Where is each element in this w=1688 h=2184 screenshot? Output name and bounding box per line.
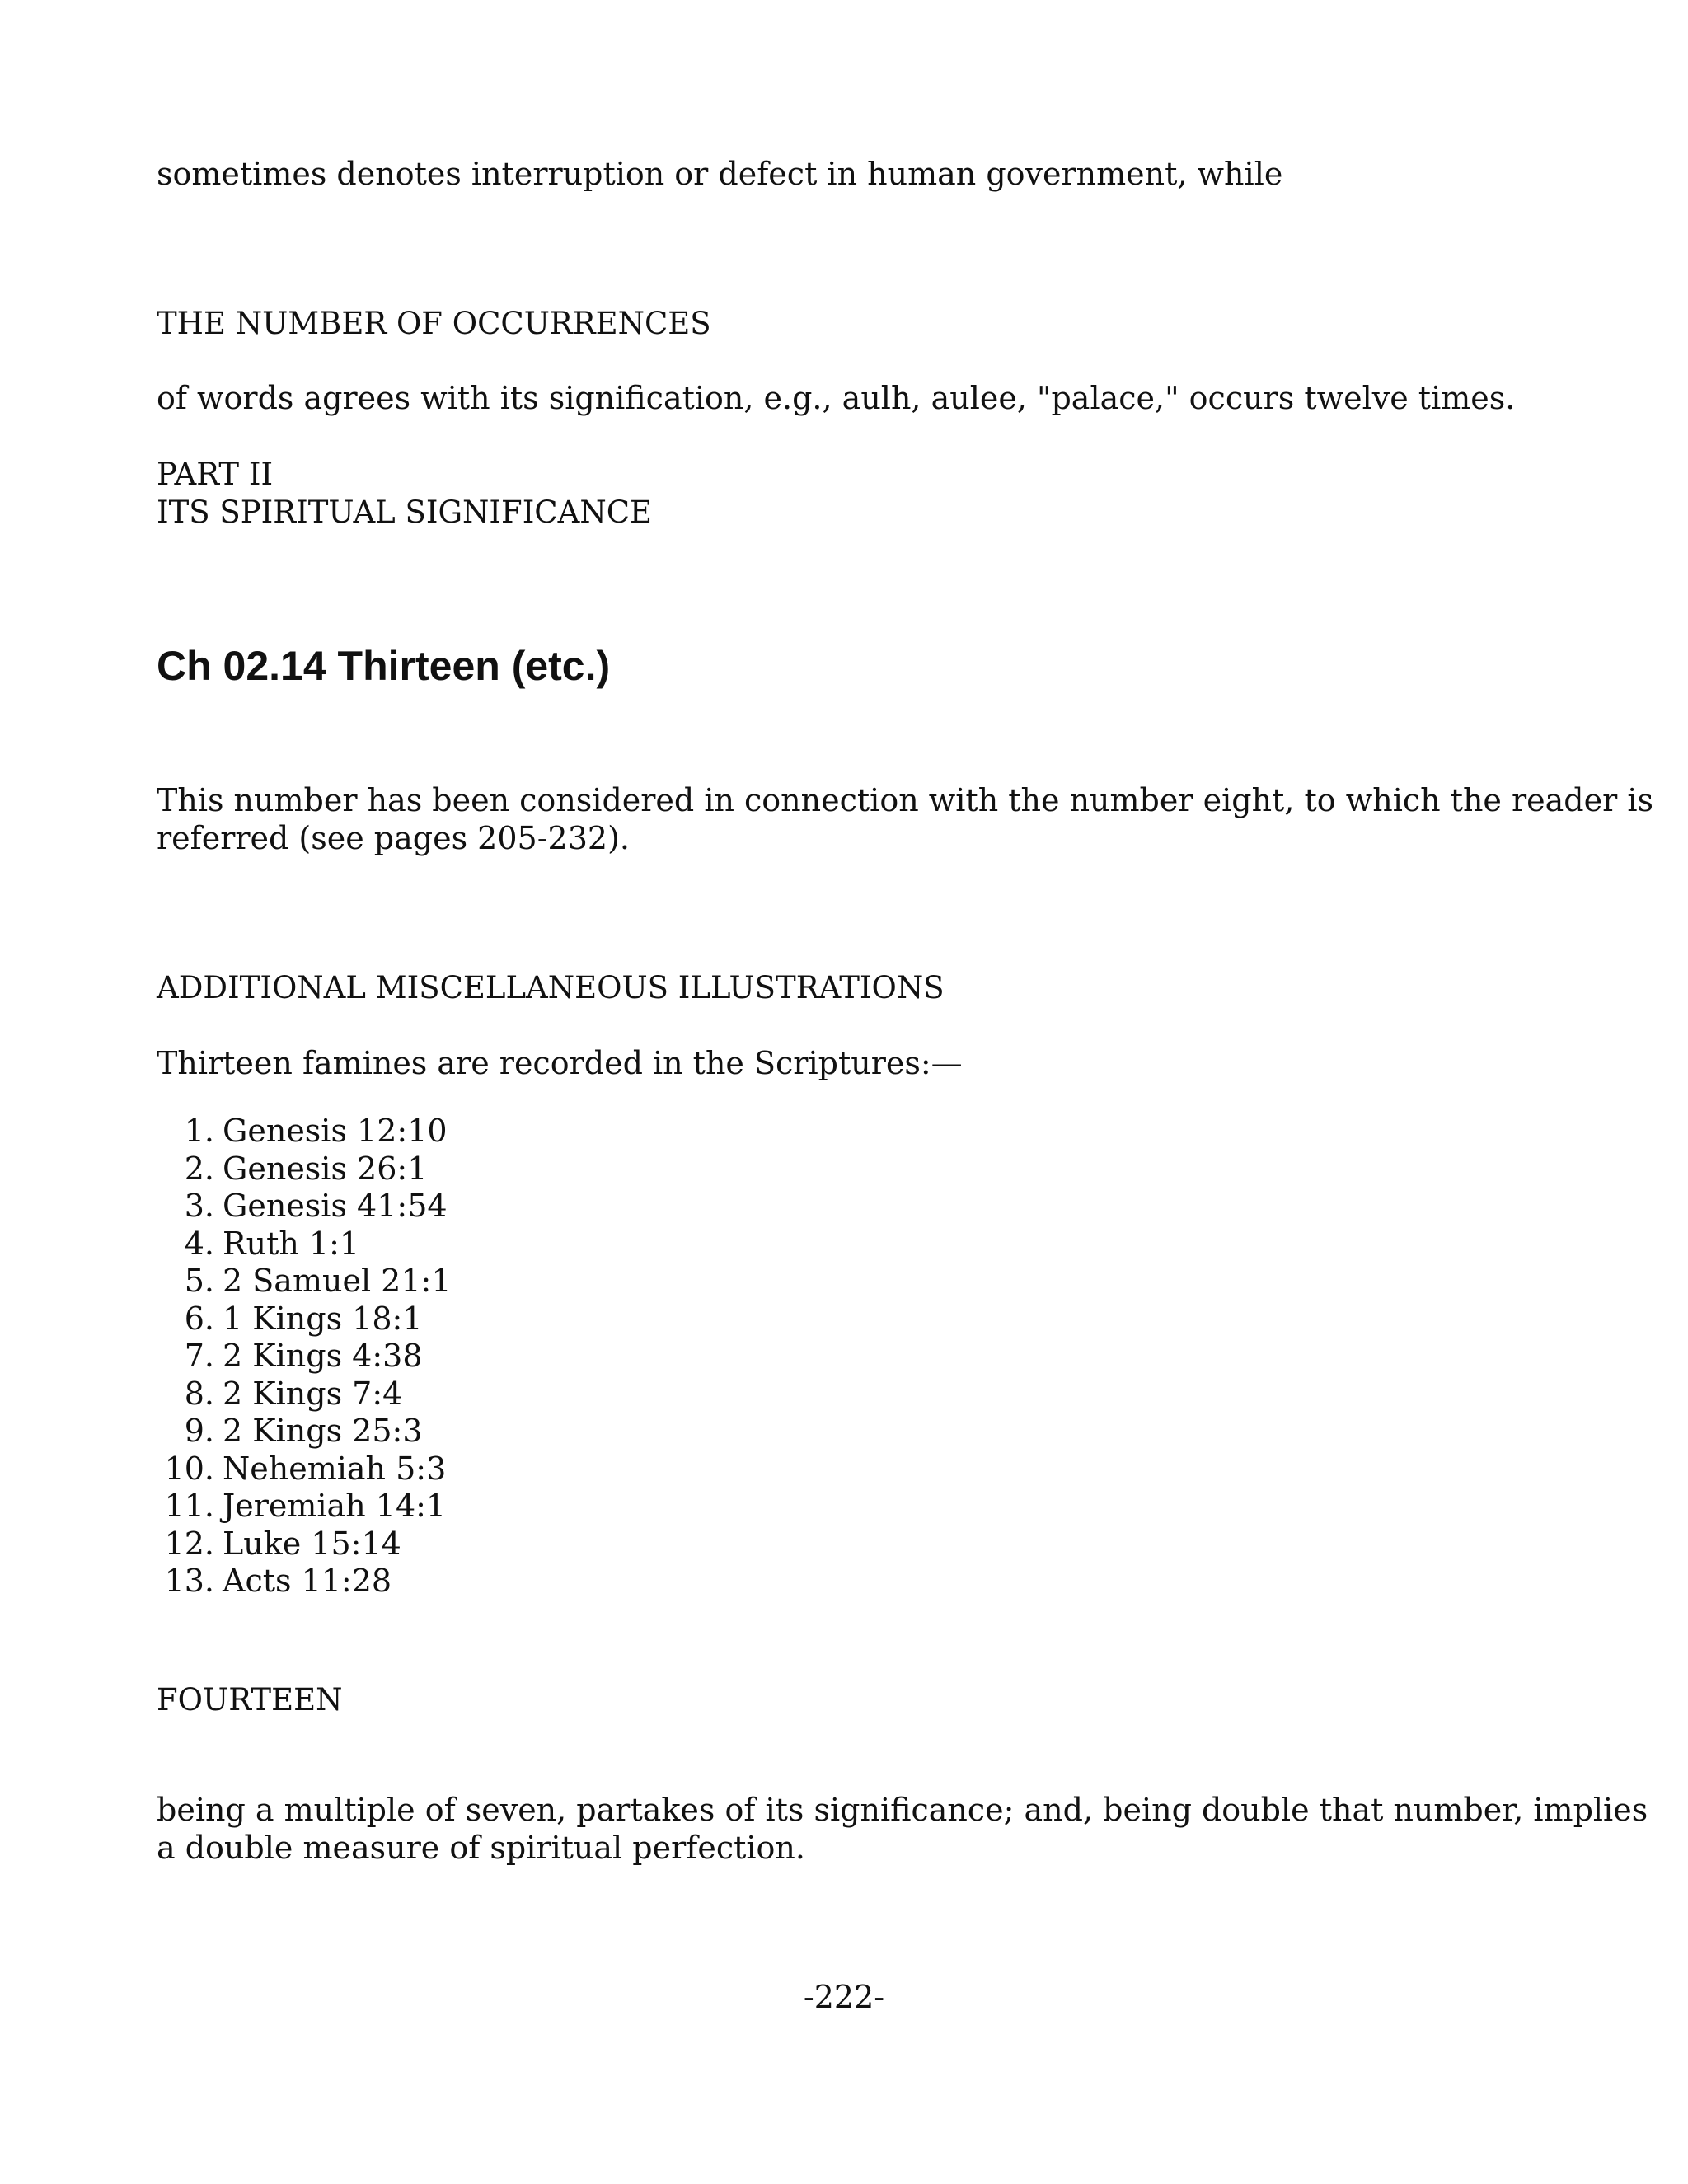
- list-item: 7. 2 Kings 4:38: [184, 1338, 423, 1374]
- list-item: 2. Genesis 26:1: [184, 1150, 428, 1187]
- famines-list: [157, 1113, 452, 1601]
- intro-line: sometimes denotes interruption or defect in human government, while: [157, 156, 1283, 192]
- chapter-heading: Ch 02.14 Thirteen (etc.): [157, 643, 611, 689]
- list-item: 1. Genesis 12:10: [184, 1113, 448, 1149]
- list-item: 10. Nehemiah 5:3: [164, 1450, 447, 1487]
- section-heading-fourteen: FOURTEEN: [157, 1682, 343, 1718]
- list-item: 3. Genesis 41:54: [184, 1188, 448, 1224]
- thirteen-paragraph-line-2: referred (see pages 205-232).: [157, 820, 630, 856]
- list-item: 9. 2 Kings 25:3: [184, 1413, 423, 1449]
- section-heading-occurrences: THE NUMBER OF OCCURRENCES: [157, 306, 711, 341]
- fourteen-paragraph-line-2: a double measure of spiritual perfection.: [157, 1830, 805, 1866]
- page-number: -222-: [803, 1979, 885, 2015]
- famines-intro: Thirteen famines are recorded in the Scriptures:—: [157, 1045, 963, 1081]
- list-item: 4. Ruth 1:1: [184, 1225, 360, 1262]
- part-label: PART II: [157, 457, 274, 492]
- list-item: 5. 2 Samuel 21:1: [184, 1263, 452, 1299]
- list-item: 12. Luke 15:14: [164, 1525, 401, 1562]
- list-item: 8. 2 Kings 7:4: [184, 1375, 403, 1412]
- list-item: 11. Jeremiah 14:1: [164, 1488, 447, 1524]
- occurrences-line: of words agrees with its signification, e.g., aulh, aulee, "palace," occurs twelve times.: [157, 380, 1516, 416]
- section-heading-additional: ADDITIONAL MISCELLANEOUS ILLUSTRATIONS: [157, 970, 945, 1005]
- fourteen-paragraph-line-1: being a multiple of seven, partakes of its significance; and, being double that number, implies: [157, 1792, 1648, 1828]
- list-item: 13. Acts 11:28: [164, 1563, 392, 1599]
- list-item: 6. 1 Kings 18:1: [184, 1300, 423, 1337]
- thirteen-paragraph-line-1: This number has been considered in connection with the number eight, to which the reader is: [157, 782, 1654, 818]
- part-title: ITS SPIRITUAL SIGNIFICANCE: [157, 494, 653, 530]
